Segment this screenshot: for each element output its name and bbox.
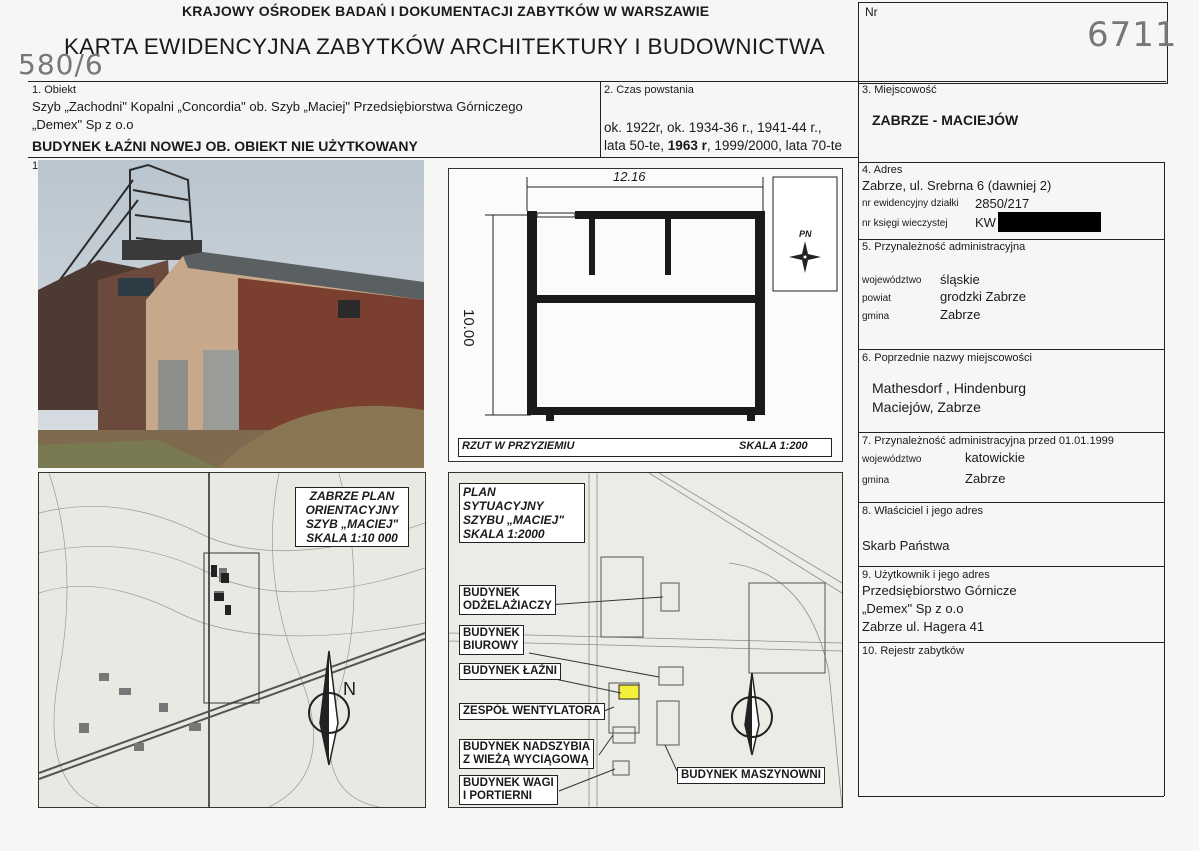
woj-label: województwo: [862, 275, 922, 286]
czas-line1: ok. 1922r, ok. 1934-36 r., 1941-44 r.,: [604, 120, 822, 135]
wlasciciel-label: 8. Właściciel i jego adres: [862, 505, 984, 517]
label-wentylatora: ZESPÓŁ WENTYLATORA: [459, 703, 605, 720]
label-wagi-2: I PORTIERNI: [463, 790, 533, 802]
plan-dim-width: 12.16: [613, 169, 646, 184]
orientation-map-north: N: [343, 679, 356, 699]
rejestr-label: 10. Rejestr zabytków: [862, 645, 965, 657]
rule-r7: [858, 432, 1164, 433]
obiekt-label: 1. Obiekt: [32, 84, 77, 96]
adres-label: 4. Adres: [862, 164, 903, 176]
rule-r9: [858, 566, 1164, 567]
miejscowosc-label: 3. Miejscowość: [862, 84, 937, 96]
plan-north-label: PN: [799, 229, 812, 239]
obiekt-line2: „Demex" Sp z o.o: [32, 117, 134, 132]
przyn1999-label: 7. Przynależność administracyjna przed 01.01.1999: [862, 435, 1114, 447]
rule-top: [28, 81, 1166, 82]
photo-illustration: [38, 160, 424, 468]
czas-label: 2. Czas powstania: [604, 84, 694, 96]
nr-label: Nr: [865, 5, 878, 19]
floor-plan-drawing: [449, 169, 842, 461]
rule-bottom-right: [858, 796, 1164, 797]
orientation-map-line3: SZYB „MACIEJ": [305, 517, 399, 531]
czas-line2: [604, 138, 842, 153]
orientation-map: [38, 472, 426, 808]
redaction-bar: [998, 212, 1101, 232]
ksiega-value: KW: [975, 215, 996, 230]
przyn1999-woj-label: województwo: [862, 454, 922, 465]
plan-caption-left: RZUT W PRZYZIEMIU: [462, 440, 575, 452]
rule-r5: [858, 239, 1164, 240]
powiat-label: powiat: [862, 293, 891, 304]
label-biurowy-2: BIUROWY: [463, 640, 519, 652]
label-biurowy: [459, 625, 524, 655]
poprzednie-line1: Mathesdorf , Hindenburg: [872, 380, 1027, 396]
label-laźni: BUDYNEK ŁAŹNI: [459, 663, 561, 680]
site-plan-line3: SZYBU „MACIEJ": [463, 513, 565, 527]
label-nadszybia-2: Z WIEŻĄ WYCIĄGOWĄ: [463, 754, 589, 766]
label-wagi: [459, 775, 558, 805]
plan-caption-right: SKALA 1:200: [739, 440, 808, 452]
site-plan-line1: PLAN: [463, 485, 496, 499]
rule-r10: [858, 642, 1164, 643]
card-title: KARTA EWIDENCYJNA ZABYTKÓW ARCHITEKTURY I BUDOWNICTWA: [64, 34, 825, 59]
poprzednie-label: 6. Poprzednie nazwy miejscowości: [862, 352, 1032, 364]
nr-box: [858, 2, 1178, 84]
highlight-laźni: [619, 685, 639, 699]
rule-v2: [858, 81, 859, 796]
przyn1999-woj-value: katowickie: [965, 450, 1025, 465]
uzytkownik-label: 9. Użytkownik i jego adres: [862, 569, 990, 581]
plan-caption: [458, 438, 832, 457]
przynaleznosc-label: 5. Przynależność administracyjna: [862, 241, 1026, 253]
site-plan-line4: SKALA 1:2000: [463, 527, 545, 541]
czas-line2-bold: 1963 r: [667, 138, 707, 153]
poprzednie-line2: Maciejów, Zabrze: [872, 399, 981, 415]
orientation-map-line4: SKALA 1:10 000: [306, 531, 398, 545]
label-odzelaziaczy: [459, 585, 556, 615]
obiekt-line1: Szyb „Zachodni" Kopalni „Concordia" ob. Szyb „Maciej" Przedsiębiorstwa Górniczego: [32, 99, 523, 114]
site-plan: [448, 472, 843, 808]
label-odzelaziaczy-2: ODŻELAŻIACZY: [463, 600, 552, 612]
rule-r8: [858, 502, 1164, 503]
plan-dim-height: 10.00: [460, 309, 477, 347]
dzialka-value: 2850/217: [975, 196, 1030, 211]
przyn1999-gmina-value: Zabrze: [965, 471, 1006, 486]
czas-line2-post: , 1999/2000, lata 70-te: [706, 138, 842, 153]
uzytkownik-line1: Przedsiębiorstwo Górnicze: [862, 583, 1017, 598]
rule-r6: [858, 349, 1164, 350]
label-odzelaziaczy-1: BUDYNEK: [463, 587, 520, 599]
site-plan-legend: [459, 483, 585, 543]
gmina-value: Zabrze: [940, 307, 981, 322]
building-photo: [38, 160, 424, 468]
label-nadszybia: [459, 739, 594, 769]
orientation-map-legend: [295, 487, 409, 547]
rule-section1: [28, 157, 858, 158]
obiekt-line3: BUDYNEK ŁAŹNI NOWEJ OB. OBIEKT NIE UŻYTKOWANY: [32, 138, 418, 154]
label-biurowy-1: BUDYNEK: [463, 627, 520, 639]
dzialka-label: nr ewidencyjny działki: [862, 198, 959, 209]
institution-name: KRAJOWY OŚRODEK BADAŃ I DOKUMENTACJI ZABYTKÓW W WARSZAWIE: [182, 3, 710, 19]
rule-r4: [858, 162, 1164, 163]
site-plan-line2: SYTUACYJNY: [463, 499, 544, 513]
woj-value: śląskie: [940, 272, 980, 287]
adres-street: Zabrze, ul. Srebrna 6 (dawniej 2): [862, 178, 1052, 193]
label-wagi-1: BUDYNEK WAGI: [463, 777, 554, 789]
rule-right-edge: [1164, 162, 1165, 796]
label-nadszybia-1: BUDYNEK NADSZYBIA: [463, 741, 591, 753]
powiat-value: grodzki Zabrze: [940, 289, 1026, 304]
orientation-map-line2: ORIENTACYJNY: [305, 503, 399, 517]
photo-marker: 1: [32, 160, 39, 172]
wlasciciel-value: Skarb Państwa: [862, 538, 950, 553]
czas-line2-pre: lata 50-te,: [604, 138, 668, 153]
rule-v1: [600, 81, 601, 158]
label-maszynowni: BUDYNEK MASZYNOWNI: [677, 767, 825, 784]
ksiega-label: nr księgi wieczystej: [862, 218, 948, 229]
przyn1999-gmina-label: gmina: [862, 475, 890, 486]
uzytkownik-line2: „Demex" Sp z o.o: [862, 601, 964, 616]
orientation-map-line1: ZABRZE PLAN: [309, 489, 395, 503]
gmina-label: gmina: [862, 311, 890, 322]
miejscowosc-value: ZABRZE - MACIEJÓW: [872, 112, 1019, 128]
floor-plan: [448, 168, 843, 462]
handwritten-ref: 580/6: [18, 48, 104, 81]
nr-value: 6711: [1087, 15, 1178, 55]
uzytkownik-line3: Zabrze ul. Hagera 41: [862, 619, 985, 634]
